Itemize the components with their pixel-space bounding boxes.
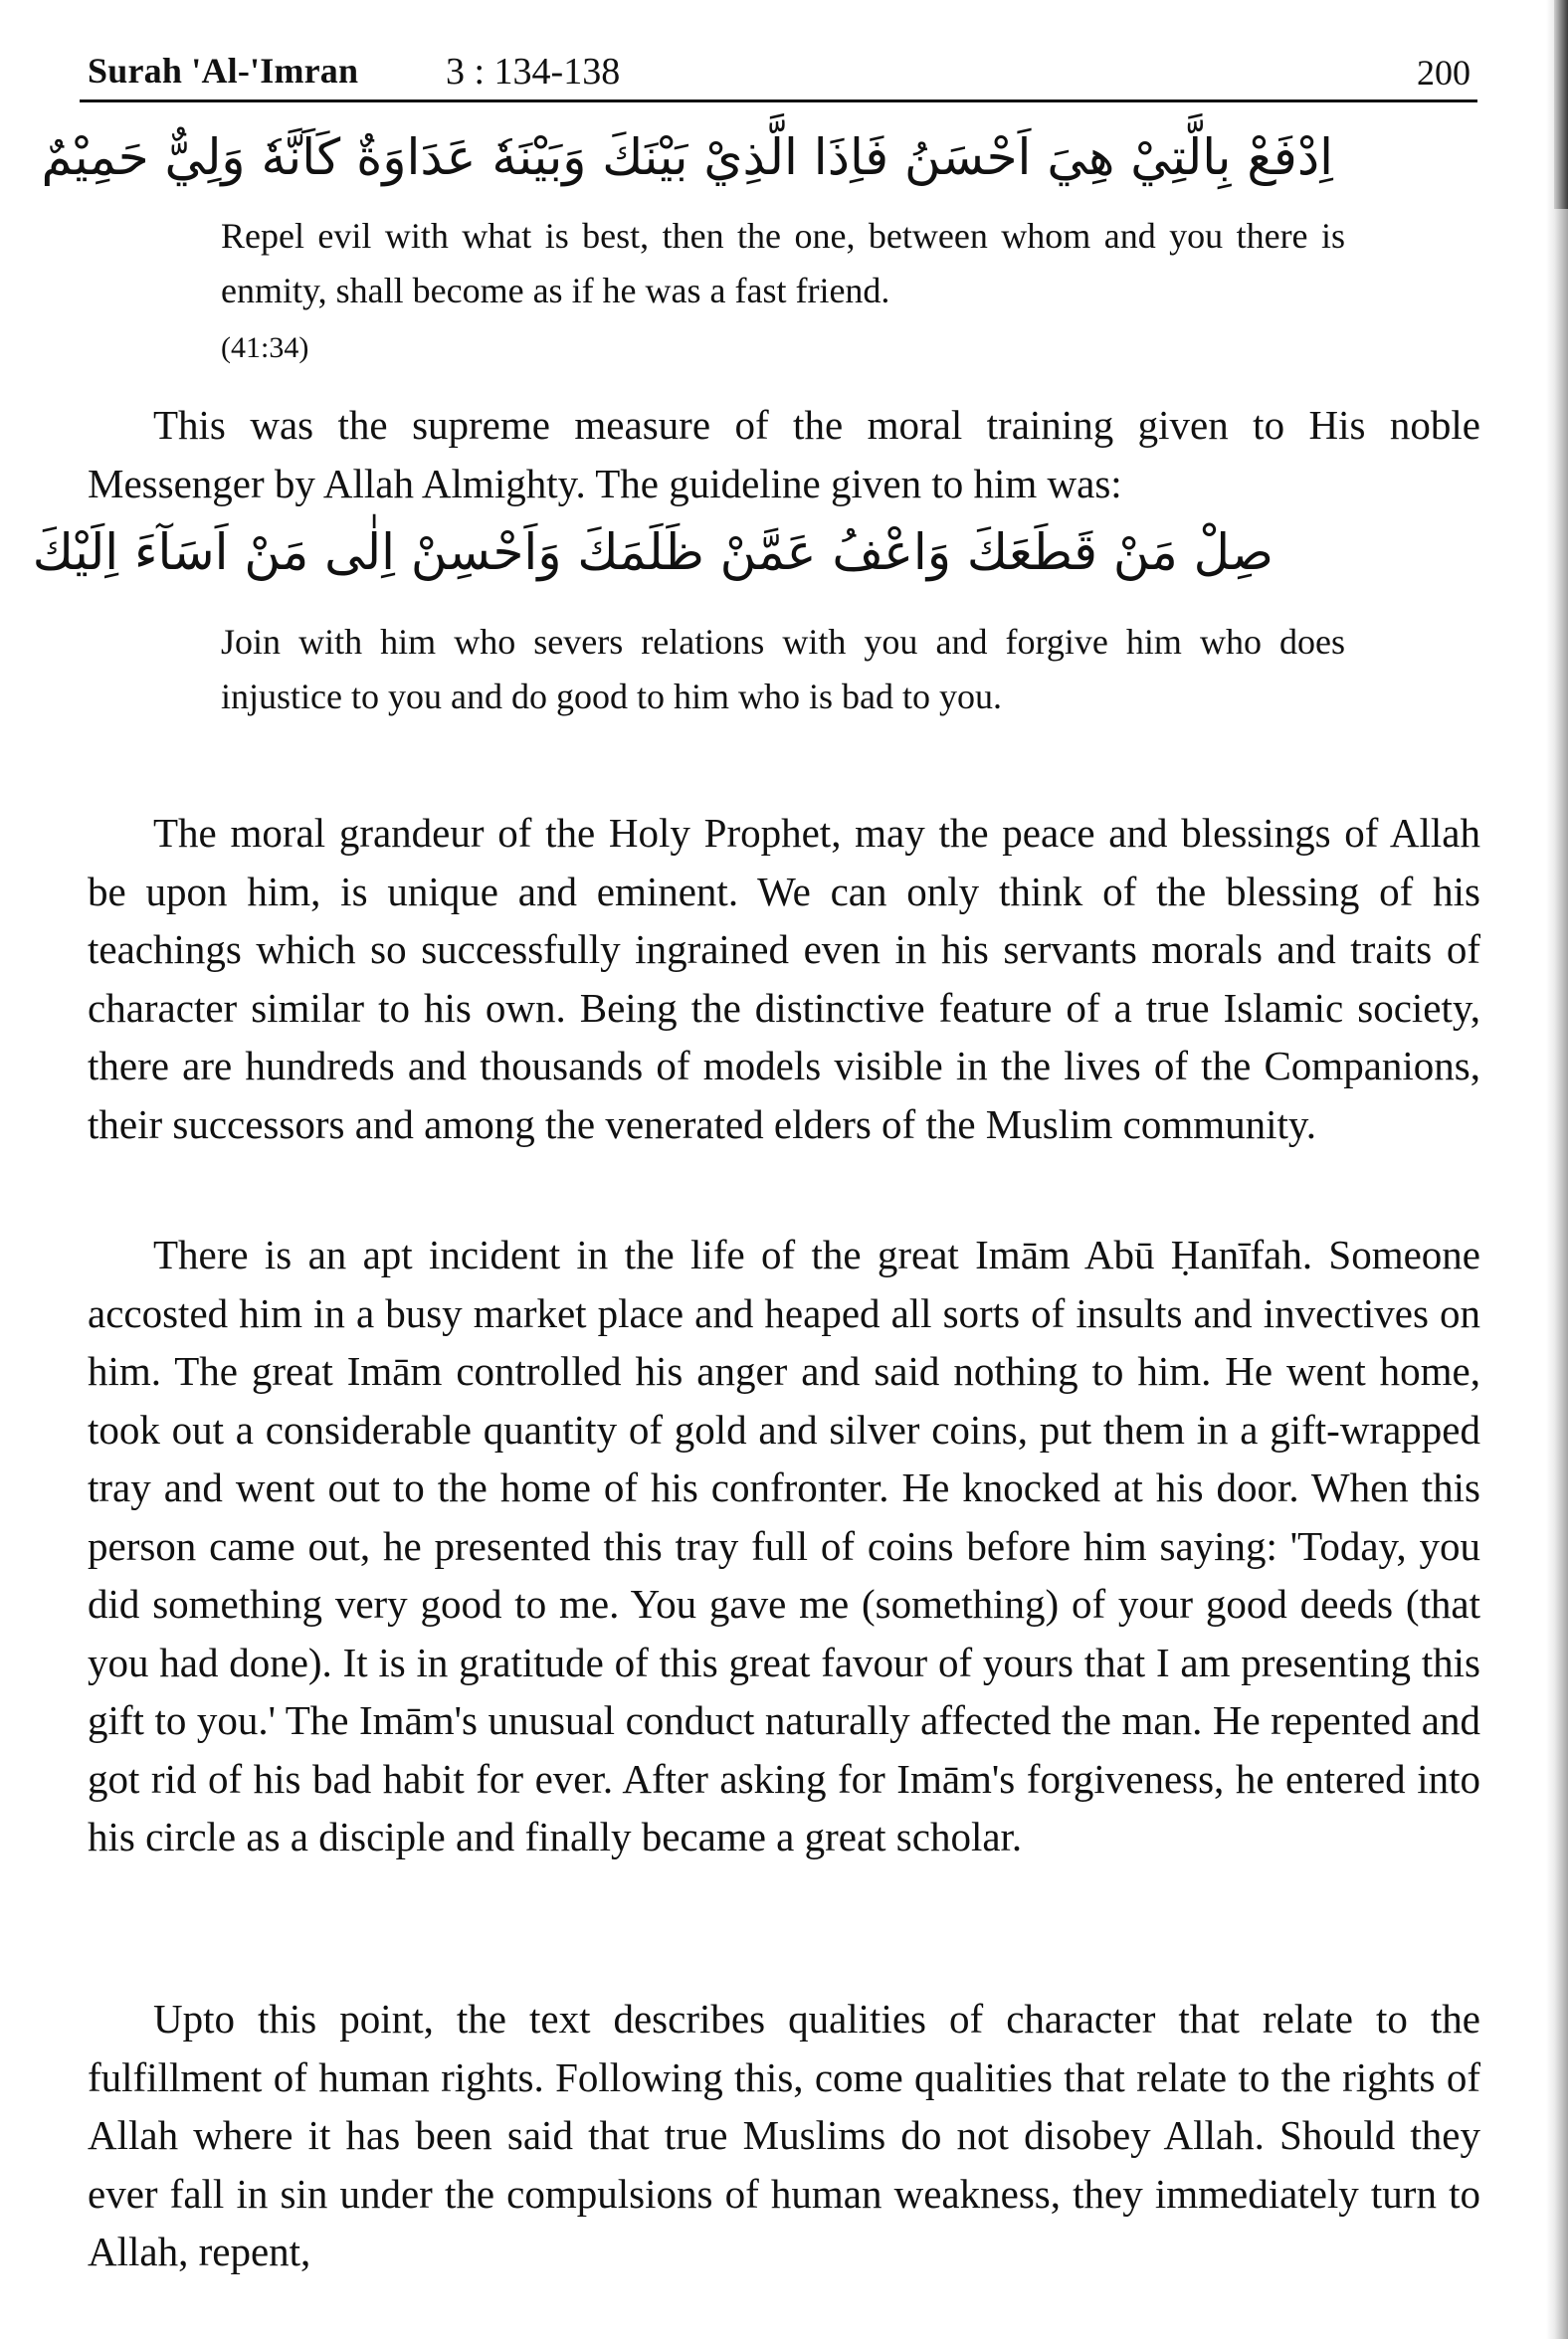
scan-binding-shadow [1554, 0, 1568, 209]
verse-translation-text: Repel evil with what is best, then the one, between whom and you there is enmity, shall become as if he was a fast friend. [221, 216, 1345, 310]
arabic-hadith: صِلْ مَنْ قَطَعَكَ وَاعْفُ عَمَّنْ ظَلَمَكَ وَاَحْسِنْ اِلٰى مَنْ اَسَآءَ اِلَيْكَ [32, 523, 1274, 581]
page-number: 200 [1417, 53, 1470, 93]
paragraph: There is an apt incident in the life of the great Imām Abū Ḥanīfah. Someone accosted him in a busy market place and heaped all sorts of insults and invectives on him. The great Imām controlled his anger and said nothing to him. He went home, took out a considerable quantity of gold and silver coins, put them in a gift-wrapped tray and went out to the home of his confronter. He knocked at his door. When this person came out, he presented this tray full of coins before him saying: 'Today, you did something very good to me. You gave me (something) of your good deeds (that you had done). It is in gratitude of this great favour of yours that I am presenting this gift to you.' The Imām's unusual conduct naturally affected the man. He repented and got rid of his bad habit for ever. After asking for Imām's forgiveness, he entered into his circle as a disciple and finally became a great scholar. [88, 1232, 1480, 1859]
surah-title: Surah 'Al-'Imran [88, 51, 359, 91]
scan-binding-edge [1546, 0, 1568, 2339]
paragraph: This was the supreme measure of the moral training given to His noble Messenger by Allah Almighty. The guideline given to him was: [88, 402, 1480, 506]
header-rule [80, 99, 1477, 102]
paragraph: The moral grandeur of the Holy Prophet, may the peace and blessings of Allah be upon him, is unique and eminent. We can only think of the blessing of his teachings which so successfully ingrained even in his servants morals and traits of character similar to his own. Being the distinctive feature of a true Islamic society, there are hundreds and thousands of models visible in the lives of the Companions, their successors and among the venerated elders of the Muslim community. [88, 810, 1480, 1147]
arabic-verse: اِدْفَعْ بِالَّتِيْ هِيَ اَحْسَنُ فَاِذَا الَّذِيْ بَيْنَكَ وَبَيْنَهٗ عَدَاوَةٌ كَاَنَّهٗ وَلِيٌّ حَمِيْمٌ [41, 128, 1333, 186]
verse-citation: (41:34) [221, 331, 309, 364]
verse-translation [221, 209, 1345, 375]
hadith-translation: Join with him who severs relations with you and forgive him who does injustice to you and do good to him who is bad to you. [221, 622, 1345, 716]
paragraph: Upto this point, the text describes qualities of character that relate to the fulfillment of human rights. Following this, come qualities that relate to the rights of Allah where it has been said that true Muslims do not disobey Allah. Should they ever fall in sin under the compulsions of human weakness, they immediately turn to Allah, repent, [88, 1996, 1480, 2274]
verse-reference: 3 : 134-138 [446, 51, 621, 93]
